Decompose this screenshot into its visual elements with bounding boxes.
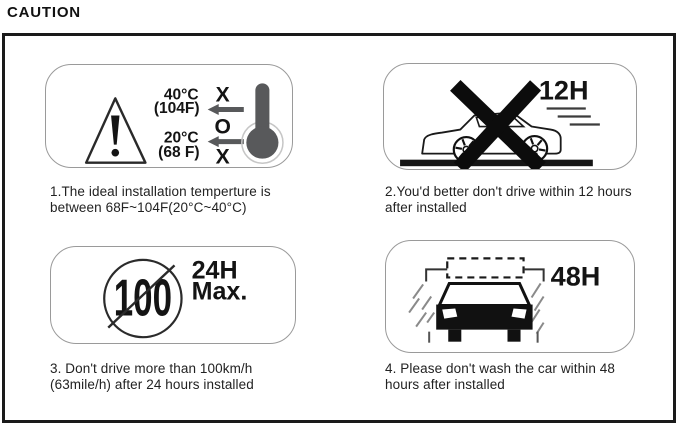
caption-2 [385,184,679,215]
caption-1 [50,184,360,215]
caption-3-line1: 3. Don't drive more than 100km/h [50,361,253,376]
speed-lines-icon [547,108,600,124]
panel-installation-temperature [45,64,293,168]
panel-no-car-wash [385,240,635,353]
temp-low-c: 20°C [163,129,199,147]
o-mark-ok: O [214,115,231,139]
caption-1-line1: 1.The ideal installation temperture is [50,184,271,199]
temp-low-f: (68 F) [158,144,200,162]
caption-2-line2: after installed [385,199,467,215]
panel-speed-limit [50,246,296,344]
caption-4-line2: hours after installed [385,376,505,392]
temp-high-f: (104F) [153,99,200,117]
hours-badge-line1: 24H [191,256,238,285]
temp-high-c: 40°C [163,86,199,104]
warning-triangle-icon [86,98,145,162]
no-car-wash-graphic [386,241,634,352]
caption-4 [385,361,679,392]
panel-no-driving [383,63,637,170]
caption-3 [50,361,360,392]
caption-4-line1: 4. Please don't wash the car within 48 [385,361,616,376]
temperature-labels [154,86,200,161]
hours-badge-line2: Max. [191,277,248,306]
ground-ticks [429,332,537,343]
x-mark-high: X [215,83,230,107]
temperature-graphic [46,65,292,167]
speed-value: 100 [113,269,172,328]
ok-x-marks [208,83,244,167]
caution-box [2,33,676,423]
no-driving-graphic [384,64,636,169]
hours-badge: 48H [550,260,601,292]
caption-3-line2: (63mile/h) after 24 hours installed [50,376,254,392]
no-100-speed-sign-icon [104,260,181,337]
hours-badge: 12H [538,74,589,106]
x-mark-low: X [215,145,230,167]
caption-2-line1: 2.You'd better don't drive within 12 hours [385,184,632,199]
thermometer-icon [242,83,283,163]
road-icon [400,160,593,167]
wash-roller-icon [426,258,543,281]
caption-1-line2: between 68F~104F(20°C~40°C) [50,199,247,215]
page-title: CAUTION [7,4,81,21]
speed-limit-graphic [51,247,295,343]
car-front-icon [436,283,532,341]
